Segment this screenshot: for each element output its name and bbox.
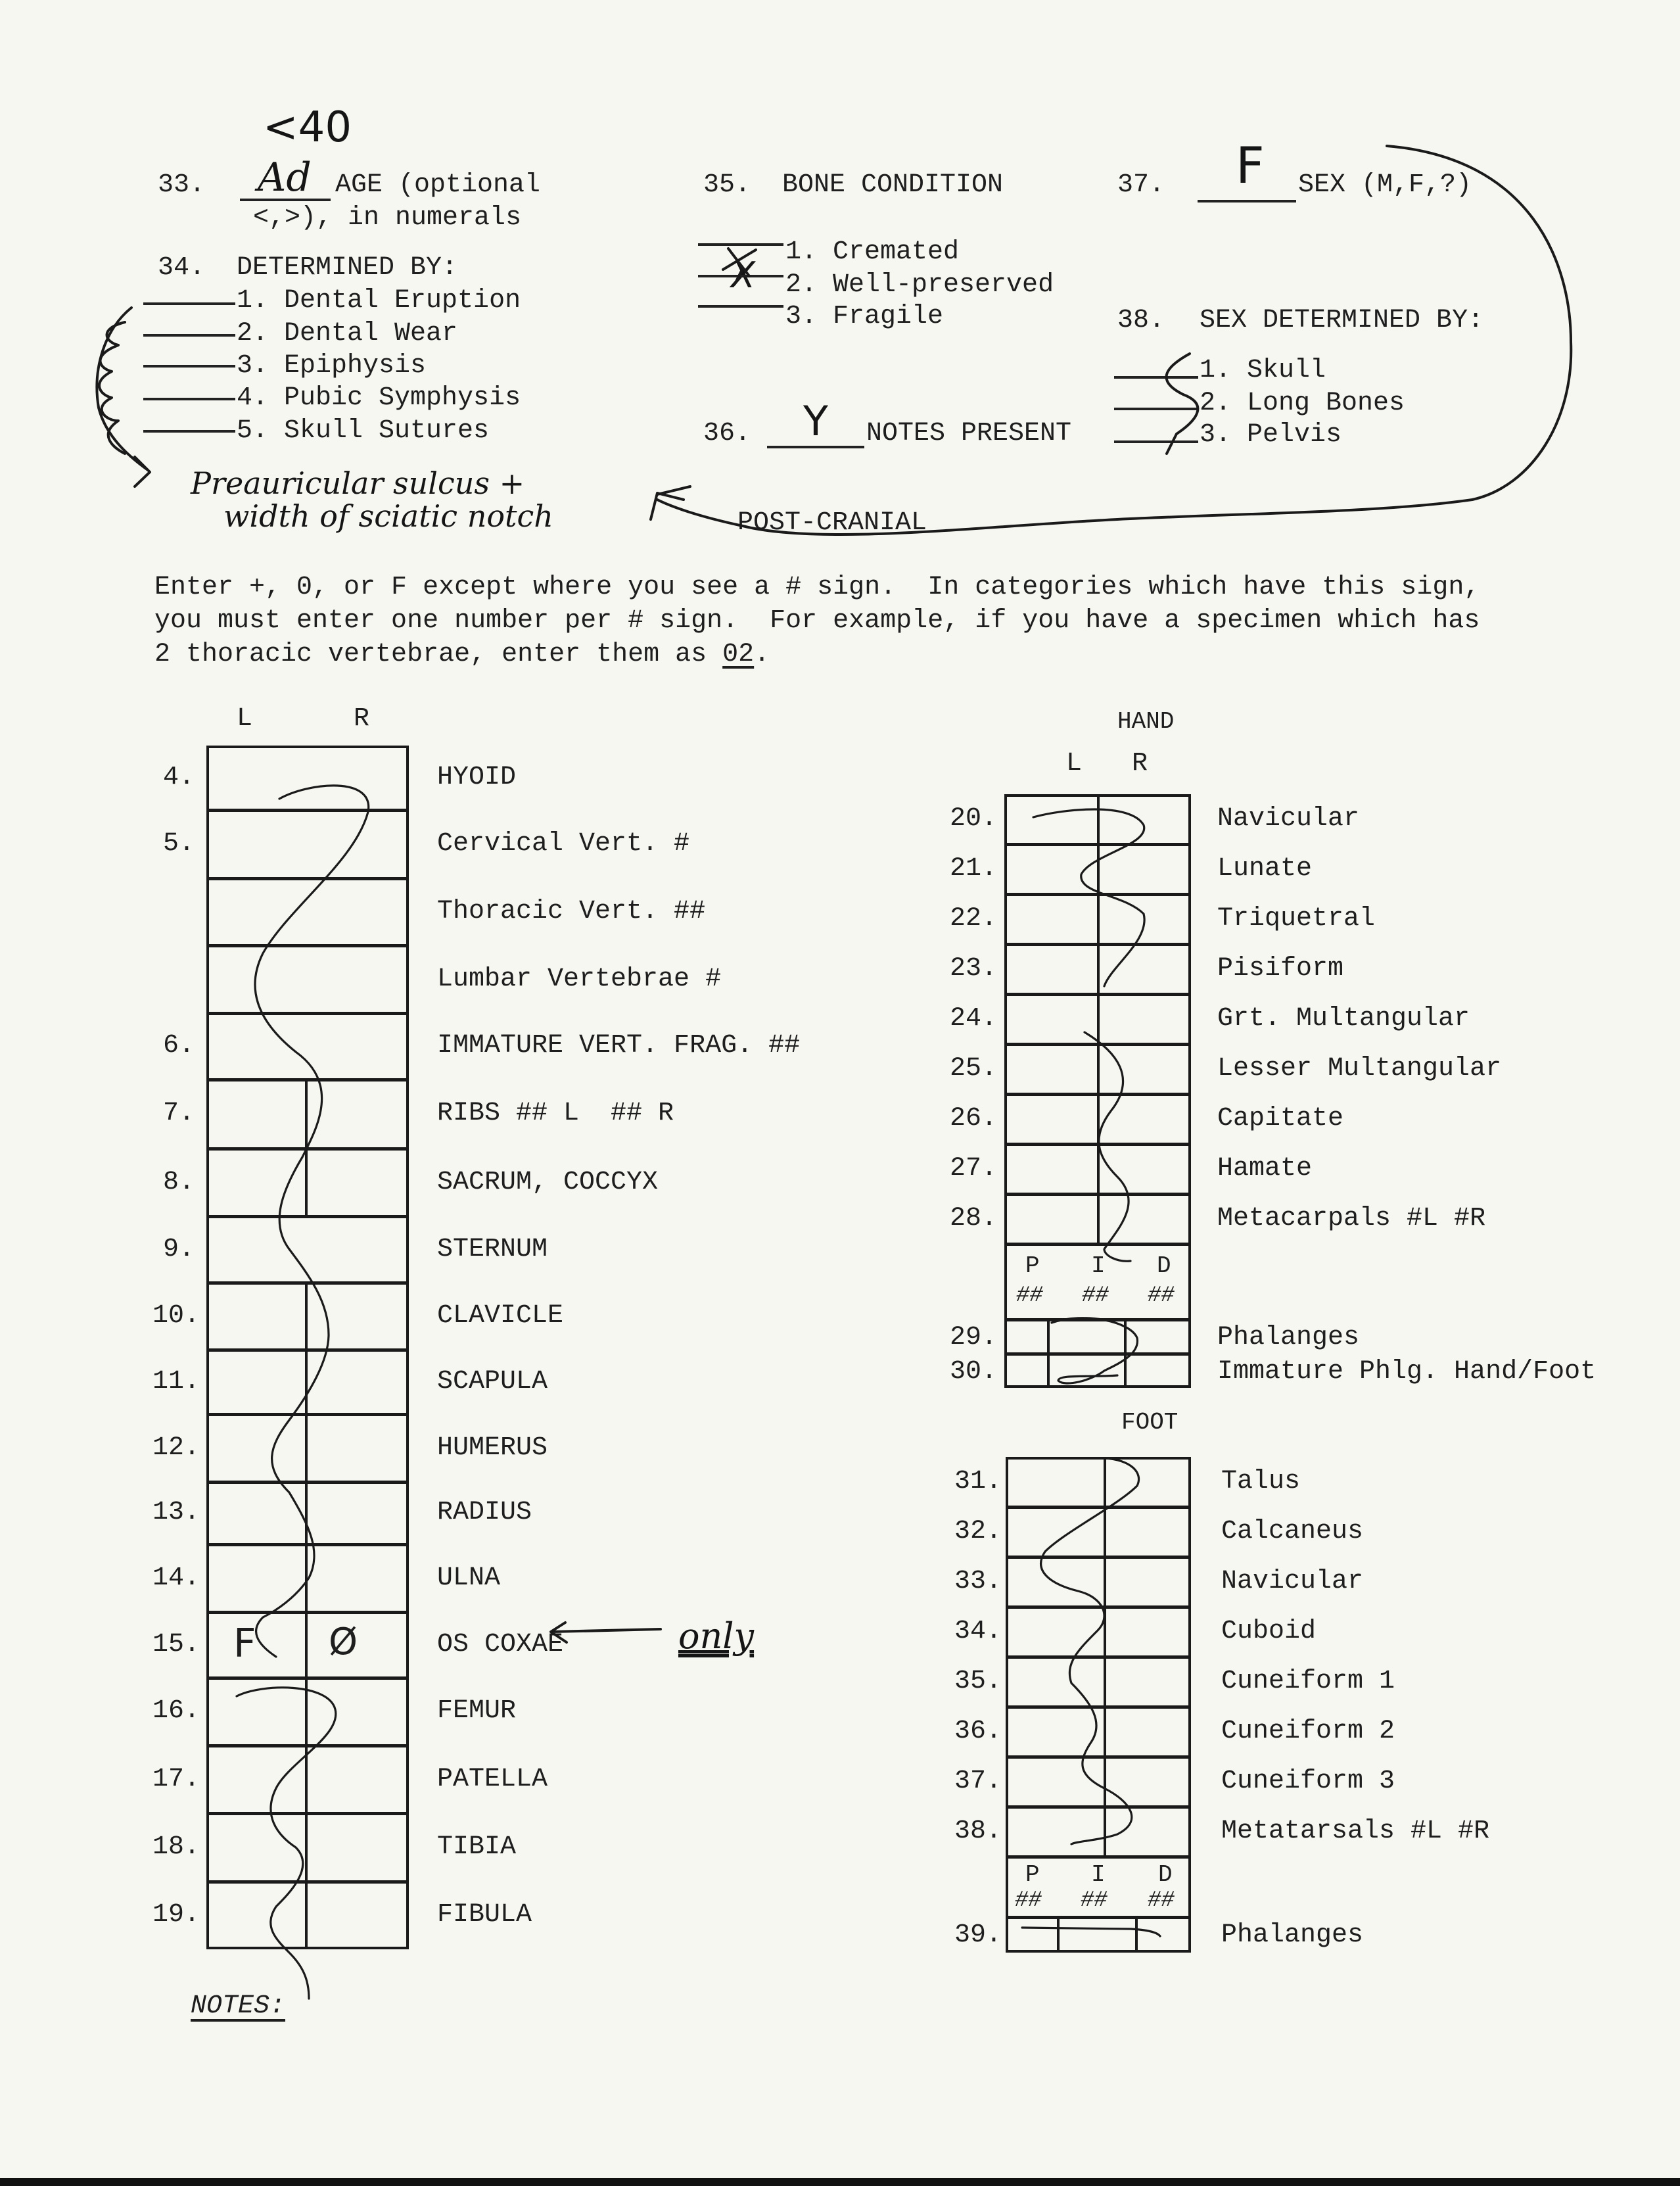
hand-table-row-number: 20.	[950, 804, 998, 834]
hand-title: HAND	[1117, 708, 1175, 735]
q34-option-2: 2. Dental Wear	[237, 319, 458, 348]
os-coxae-right-entry[interactable]: Ø	[329, 1621, 358, 1663]
foot-table-row-label: Cuneiform 3	[1221, 1767, 1395, 1796]
hand-table-entry-cell[interactable]	[1007, 1196, 1188, 1242]
left-table-row-number: 5.	[163, 828, 195, 859]
left-table-entry-cell[interactable]	[209, 1081, 406, 1147]
hand-table-row-label: Triquetral	[1217, 904, 1376, 934]
sex-value[interactable]: F	[1236, 136, 1265, 195]
q34-number: 34.	[158, 253, 206, 283]
left-table-entry-cell[interactable]	[209, 1484, 406, 1542]
q34-wavy-bracket-icon	[97, 308, 148, 470]
hand-phalanx-header: P	[1025, 1252, 1040, 1279]
instructions-line3	[154, 642, 770, 668]
hand-table-row-number: 27.	[950, 1154, 998, 1183]
left-table-row-number: 19.	[152, 1900, 200, 1930]
left-table-row-number: 4.	[163, 763, 195, 793]
q34-label: DETERMINED BY:	[237, 253, 458, 283]
foot-table-row-label: Calcaneus	[1221, 1517, 1364, 1546]
hand-table-entry-cell[interactable]	[1007, 846, 1188, 892]
hand-phalanx-row-number: 30.	[950, 1357, 998, 1387]
foot-table-row-number: 36.	[954, 1717, 1002, 1746]
foot-table-entry-cell[interactable]	[1008, 1759, 1188, 1805]
foot-table-row-number: 32.	[954, 1517, 1002, 1546]
foot-table-entry-cell[interactable]	[1008, 1659, 1188, 1705]
scan-edge-band	[0, 2178, 1680, 2186]
foot-phalanx-header: I	[1091, 1861, 1106, 1888]
foot-table-row-label: Navicular	[1221, 1567, 1364, 1596]
hand-table-row-number: 26.	[950, 1104, 998, 1133]
left-table-entry-cell[interactable]	[209, 1884, 406, 1947]
left-table-entry-cell[interactable]	[209, 1680, 406, 1744]
os-coxae-left-entry[interactable]: F	[233, 1621, 256, 1667]
q35-option-1: 1. Cremated	[785, 237, 960, 267]
foot-table-row-number: 37.	[954, 1767, 1002, 1796]
left-table-row-number: 10.	[152, 1300, 200, 1331]
handwritten-note-line2: width of sciatic notch	[223, 498, 553, 534]
os-coxae-only-annotation: only	[678, 1615, 755, 1657]
foot-phalanx-header: D	[1158, 1861, 1173, 1888]
foot-table-entry-cell[interactable]	[1008, 1509, 1188, 1555]
left-table-row-label: ULNA	[437, 1563, 501, 1593]
q34-option-1: 1. Dental Eruption	[237, 286, 521, 316]
q35-option-2: 2. Well-preserved	[785, 270, 1054, 300]
left-table-row-label: OS COXAE	[437, 1629, 564, 1659]
q35-option-2-blank[interactable]	[698, 275, 783, 277]
q33-label-line2: <,>), in numerals	[253, 203, 522, 233]
hand-table-entry-cell[interactable]	[1007, 1146, 1188, 1192]
left-table-row-label: IMMATURE VERT. FRAG. ##	[437, 1031, 801, 1061]
left-table-row-label: Lumbar Vertebrae #	[437, 964, 722, 994]
hand-table-row-label: Grt. Multangular	[1217, 1004, 1470, 1034]
left-table-entry-cell[interactable]	[209, 947, 406, 1011]
foot-phalanx-mark: ##	[1081, 1888, 1108, 1913]
q34-option-5: 5. Skull Sutures	[237, 416, 490, 446]
hand-table-row-number: 28.	[950, 1204, 998, 1233]
foot-table-entry-cell[interactable]	[1008, 1459, 1188, 1505]
hand-table-entry-cell[interactable]	[1007, 896, 1188, 942]
hand-table-entry-cell[interactable]	[1007, 1096, 1188, 1142]
handwritten-note-line1: Preauricular sulcus +	[191, 465, 525, 501]
q34-option-4-blank[interactable]	[143, 398, 235, 400]
foot-table-row-label: Cuboid	[1221, 1617, 1317, 1646]
left-table-entry-cell[interactable]	[209, 1546, 406, 1610]
foot-table-row-label: Metatarsals #L #R	[1221, 1817, 1490, 1846]
left-table-entry-cell[interactable]	[209, 1151, 406, 1214]
hand-table-row-label: Lesser Multangular	[1217, 1054, 1502, 1083]
hand-table-entry-cell[interactable]	[1007, 796, 1188, 842]
arrow-head-icon	[651, 487, 690, 519]
q35-label: BONE CONDITION	[782, 170, 1004, 200]
hand-col-l: L	[1066, 749, 1083, 778]
left-table-entry-cell[interactable]	[209, 1285, 406, 1348]
age-field-line[interactable]	[240, 199, 331, 201]
foot-table-entry-cell[interactable]	[1008, 1809, 1188, 1855]
foot-phalanx-mark: ##	[1015, 1888, 1042, 1913]
left-table-row-number: 18.	[152, 1832, 200, 1862]
q38-bracket-icon	[1167, 354, 1198, 454]
q34-option-2-blank[interactable]	[143, 334, 235, 337]
left-table-col-l: L	[237, 704, 253, 734]
q35-marked-x[interactable]: X	[731, 254, 755, 296]
age-qualifier-handwritten: <40	[263, 103, 352, 152]
hand-table-row-number: 23.	[950, 954, 998, 984]
left-table-row-label: Cervical Vert. #	[437, 828, 690, 859]
left-table-row-label: SACRUM, COCCYX	[437, 1167, 659, 1197]
hand-table-row-number: 24.	[950, 1004, 998, 1034]
hand-phalanx-entry-cell[interactable]	[1007, 1321, 1188, 1352]
q34-option-3-blank[interactable]	[143, 365, 235, 368]
foot-phalanx-row-number: 39.	[954, 1920, 1002, 1950]
q38-option-1-blank[interactable]	[1114, 376, 1198, 379]
left-table-entry-cell[interactable]	[209, 1747, 406, 1811]
hand-col-r: R	[1132, 749, 1148, 778]
hand-table-row-label: Navicular	[1217, 804, 1360, 834]
foot-table-entry-cell[interactable]	[1008, 1559, 1188, 1605]
left-table-row-number: 8.	[163, 1167, 195, 1197]
foot-table-row-number: 33.	[954, 1567, 1002, 1596]
left-table-row-number: 14.	[152, 1563, 200, 1593]
left-table-entry-cell[interactable]	[209, 1015, 406, 1077]
hand-phalanx-header: D	[1157, 1252, 1171, 1279]
left-table-row-number: 11.	[152, 1367, 200, 1397]
left-table-row-number: 16.	[152, 1696, 200, 1726]
left-table-row-label: STERNUM	[437, 1234, 548, 1264]
left-table-entry-cell[interactable]	[209, 1815, 406, 1879]
q34-option-4: 4. Pubic Symphysis	[237, 383, 521, 413]
left-table-row-label: CLAVICLE	[437, 1300, 564, 1331]
hand-phalanx-header: I	[1091, 1252, 1106, 1279]
instructions-line3-end: .	[754, 640, 770, 669]
q34-option-3: 3. Epiphysis	[237, 351, 427, 381]
foot-table-row-label: Cuneiform 2	[1221, 1717, 1395, 1746]
q36-label: NOTES PRESENT	[866, 419, 1072, 448]
left-table-row-number: 9.	[163, 1234, 195, 1264]
foot-table-row-line	[1006, 1855, 1191, 1859]
hand-table-row-label: Hamate	[1217, 1154, 1313, 1183]
age-value[interactable]: Ad	[258, 154, 312, 201]
q35-option-1-blank[interactable]	[698, 243, 783, 246]
foot-phalanx-mark: ##	[1148, 1888, 1175, 1913]
left-table-entry-cell[interactable]	[209, 812, 406, 876]
hand-phalanx-mark: ##	[1148, 1283, 1175, 1308]
q33-label-line1: AGE (optional	[335, 170, 541, 200]
hand-table-row-number: 22.	[950, 904, 998, 934]
left-table-row-label: FIBULA	[437, 1900, 532, 1930]
hand-table-row-label: Pisiform	[1217, 954, 1344, 984]
foot-table-entry-cell[interactable]	[1008, 1609, 1188, 1655]
notes-present-value[interactable]: Y	[803, 397, 828, 445]
hand-phalanx-row-label: Phalanges	[1217, 1323, 1360, 1352]
instructions-line1: Enter +, 0, or F except where you see a # sign. In categories which have this sign,	[154, 573, 1480, 602]
left-table-col-r: R	[354, 704, 370, 734]
hand-phalanx-row-label: Immature Phlg. Hand/Foot	[1217, 1357, 1597, 1387]
q34-arrow-head-icon	[135, 457, 150, 487]
hand-phalanx-mark: ##	[1016, 1283, 1043, 1308]
foot-table-row-number: 35.	[954, 1667, 1002, 1696]
left-table-row-number: 15.	[152, 1629, 200, 1659]
q38-label: SEX DETERMINED BY:	[1200, 306, 1484, 335]
left-table-row-label: HUMERUS	[437, 1433, 548, 1463]
foot-table-row-label: Talus	[1221, 1467, 1301, 1496]
foot-table-row-number: 34.	[954, 1617, 1002, 1646]
left-table-entry-cell[interactable]	[209, 748, 406, 808]
hand-table-entry-cell[interactable]	[1007, 1046, 1188, 1092]
left-table-row-label: SCAPULA	[437, 1367, 548, 1397]
left-table-row-label: Thoracic Vert. ##	[437, 896, 706, 926]
left-table-row-label: PATELLA	[437, 1764, 548, 1794]
left-table-row-number: 12.	[152, 1433, 200, 1463]
foot-phalanx-header: P	[1025, 1861, 1040, 1888]
left-table-row-label: HYOID	[437, 763, 517, 793]
os-coxae-arrow-icon	[551, 1623, 661, 1642]
hand-table-row-label: Metacarpals #L #R	[1217, 1204, 1486, 1233]
foot-table-row-label: Cuneiform 1	[1221, 1667, 1395, 1696]
left-table-entry-cell[interactable]	[209, 1416, 406, 1479]
q38-option-3-blank[interactable]	[1114, 440, 1198, 443]
hand-table-row-label: Capitate	[1217, 1104, 1344, 1133]
q37-label: SEX (M,F,?)	[1298, 170, 1472, 200]
hand-table-row-label: Lunate	[1217, 854, 1313, 884]
instructions-line3-text: 2 thoracic vertebrae, enter them as	[154, 640, 723, 669]
hand-table-row-number: 25.	[950, 1054, 998, 1083]
left-table-row-label: RADIUS	[437, 1498, 532, 1528]
hand-phalanx-mark: ##	[1082, 1283, 1109, 1308]
foot-table-entry-cell[interactable]	[1008, 1709, 1188, 1755]
q38-option-1: 1. Skull	[1200, 356, 1326, 385]
left-table-entry-cell[interactable]	[209, 1352, 406, 1412]
q33-number: 33.	[158, 170, 206, 200]
foot-table-row-number: 31.	[954, 1467, 1002, 1496]
q35-number: 35.	[703, 170, 751, 200]
hand-phalanx-row-number: 29.	[950, 1323, 998, 1352]
left-table-row-number: 6.	[163, 1031, 195, 1061]
notes-label: NOTES:	[191, 1991, 286, 2021]
left-table-row-number: 17.	[152, 1764, 200, 1794]
q34-option-1-blank[interactable]	[143, 302, 235, 305]
left-table-row-number: 13.	[152, 1498, 200, 1528]
foot-table-row-number: 38.	[954, 1817, 1002, 1846]
q36-field-line[interactable]	[767, 446, 864, 448]
hand-table-entry-cell[interactable]	[1007, 946, 1188, 992]
q38-option-3: 3. Pelvis	[1200, 420, 1342, 450]
foot-phalanx-entry-cell[interactable]	[1008, 1919, 1188, 1951]
q37-number: 37.	[1117, 170, 1165, 200]
left-table-row-label: FEMUR	[437, 1696, 517, 1726]
left-table-row-number: 7.	[163, 1099, 195, 1129]
q38-number: 38.	[1117, 306, 1165, 335]
big-curve-arrow-icon	[657, 146, 1571, 538]
left-table-row-label: TIBIA	[437, 1832, 517, 1862]
left-table-entry-cell[interactable]	[209, 880, 406, 943]
q36-number: 36.	[703, 419, 751, 448]
q34-option-5-blank[interactable]	[143, 430, 235, 433]
hand-phalanx-entry-cell[interactable]	[1007, 1356, 1188, 1386]
q37-field-line[interactable]	[1198, 200, 1296, 202]
foot-phalanx-row-label: Phalanges	[1221, 1920, 1364, 1950]
hand-table-entry-cell[interactable]	[1007, 996, 1188, 1042]
instructions-line2: you must enter one number per # sign. For example, if you have a specimen which has	[154, 606, 1480, 636]
q38-option-2-blank[interactable]	[1114, 408, 1198, 410]
left-table-entry-cell[interactable]	[209, 1218, 406, 1280]
left-table-row-label: RIBS ## L ## R	[437, 1099, 674, 1129]
q38-option-2: 2. Long Bones	[1200, 389, 1405, 418]
section-title: POST-CRANIAL	[737, 508, 927, 538]
instructions-example: 02	[722, 640, 755, 669]
hand-table-row-number: 21.	[950, 854, 998, 884]
q35-option-3-blank[interactable]	[698, 305, 783, 308]
q35-option-3: 3. Fragile	[785, 302, 944, 331]
foot-title: FOOT	[1121, 1409, 1178, 1436]
